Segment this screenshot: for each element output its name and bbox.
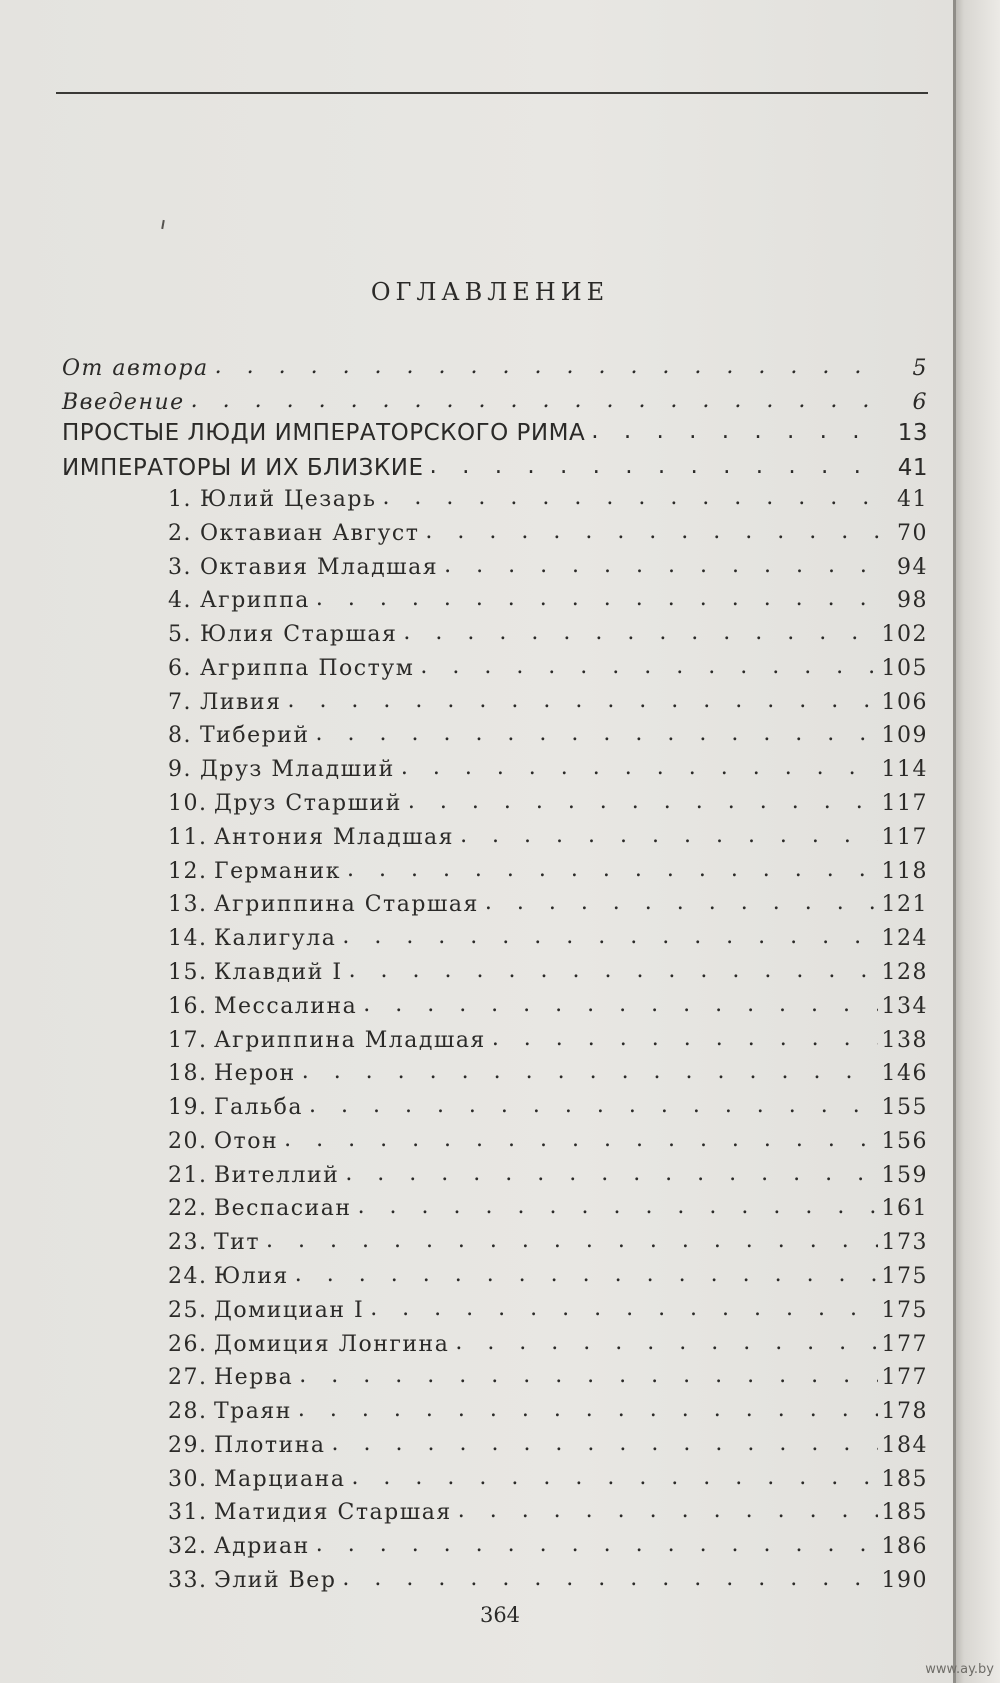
entry-page-number: 185	[881, 1500, 928, 1525]
entry-label: Домициан I	[214, 1298, 365, 1323]
dot-leader	[363, 992, 877, 1017]
dot-leader	[458, 1498, 878, 1523]
dot-leader	[455, 1330, 877, 1355]
entry-label: ИМПЕРАТОРЫ И ИХ БЛИЗКИЕ	[62, 455, 424, 481]
entry-page-number: 161	[881, 1196, 928, 1221]
section-entry	[62, 455, 928, 481]
chapter-number: 22.	[168, 1196, 208, 1221]
chapter-number: 4.	[168, 588, 192, 613]
section-entry	[62, 420, 928, 446]
entry-page-number: 94	[897, 555, 928, 580]
chapter-number: 32.	[168, 1534, 208, 1559]
chapter-number: 21.	[168, 1163, 208, 1188]
entry-page-number: 6	[912, 390, 928, 415]
entry-page-number: 146	[881, 1061, 928, 1086]
entry-label: Элий Вер	[214, 1568, 337, 1593]
entry-page-number: 134	[881, 994, 928, 1019]
chapter-entry	[168, 994, 928, 1019]
chapter-entry	[168, 1230, 928, 1255]
entry-label: Домиция Лонгина	[214, 1332, 450, 1357]
entry-label: Антония Младшая	[214, 825, 455, 850]
entry-page-number: 102	[881, 622, 928, 647]
dot-leader	[215, 354, 880, 379]
entry-page-number: 173	[881, 1230, 928, 1255]
chapter-entry	[168, 1467, 928, 1492]
dot-leader	[342, 1566, 877, 1591]
dot-leader	[299, 1363, 877, 1388]
chapter-number: 17.	[168, 1028, 208, 1053]
chapter-entry	[168, 892, 928, 917]
dot-leader	[302, 1059, 878, 1084]
chapter-number: 12.	[168, 859, 208, 884]
chapter-number: 8.	[168, 723, 192, 748]
chapter-number: 23.	[168, 1230, 208, 1255]
entry-label: Матидия Старшая	[214, 1500, 452, 1525]
page-number: 364	[479, 1603, 521, 1627]
chapter-number: 31.	[168, 1500, 208, 1525]
chapter-number: 3.	[168, 555, 192, 580]
chapter-number: 25.	[168, 1298, 208, 1323]
chapter-entry	[168, 1264, 928, 1289]
entry-page-number: 41	[897, 487, 928, 512]
dot-leader	[492, 1026, 878, 1051]
entry-page-number: 124	[881, 926, 928, 951]
entry-label: Траян	[214, 1399, 292, 1424]
chapter-number: 19.	[168, 1095, 208, 1120]
entry-label: Веспасиан	[214, 1196, 352, 1221]
dot-leader	[309, 1093, 878, 1118]
chapter-number: 20.	[168, 1129, 208, 1154]
entry-page-number: 109	[881, 723, 928, 748]
chapter-entry	[168, 1028, 928, 1053]
entry-label: Агриппина Младшая	[214, 1028, 486, 1053]
entry-page-number: 98	[897, 588, 928, 613]
chapter-entry	[168, 825, 928, 850]
chapter-entry	[168, 656, 928, 681]
entry-page-number: 117	[881, 791, 928, 816]
dot-leader	[284, 1127, 877, 1152]
entry-page-number: 117	[881, 825, 928, 850]
chapter-number: 15.	[168, 960, 208, 985]
entry-label: Плотина	[214, 1433, 326, 1458]
entry-label: Адриан	[214, 1534, 310, 1559]
dot-leader	[345, 1161, 877, 1186]
entry-page-number: 177	[881, 1365, 928, 1390]
dot-leader	[347, 857, 878, 882]
entry-page-number: 186	[881, 1534, 928, 1559]
entry-label: Юлий Цезарь	[200, 487, 377, 512]
entry-page-number: 5	[912, 356, 928, 381]
entry-label: Мессалина	[214, 994, 358, 1019]
dot-leader	[370, 1296, 877, 1321]
dot-leader	[316, 721, 878, 746]
entry-label: Германик	[214, 859, 341, 884]
dot-leader	[403, 620, 877, 645]
chapter-entry	[168, 859, 928, 884]
dot-leader	[485, 890, 878, 915]
dot-leader	[316, 1532, 878, 1557]
chapter-number: 1.	[168, 487, 192, 512]
entry-label: Клавдий I	[214, 960, 343, 985]
chapter-number: 2.	[168, 521, 192, 546]
entry-page-number: 128	[881, 960, 928, 985]
chapter-number: 24.	[168, 1264, 208, 1289]
chapter-entry	[168, 1129, 928, 1154]
entry-page-number: 184	[881, 1433, 928, 1458]
entry-label: От автора	[62, 356, 209, 381]
chapter-entry	[168, 1399, 928, 1424]
dot-leader	[408, 789, 878, 814]
page-edge	[955, 0, 1000, 1683]
chapter-number: 11.	[168, 825, 208, 850]
dot-leader	[287, 688, 877, 713]
dot-leader	[444, 553, 880, 578]
chapter-number: 10.	[168, 791, 208, 816]
entry-page-number: 106	[881, 690, 928, 715]
chapter-entry	[168, 960, 928, 985]
dot-leader	[460, 823, 877, 848]
chapter-number: 28.	[168, 1399, 208, 1424]
chapter-entry	[168, 1298, 928, 1323]
chapter-entry	[168, 723, 928, 748]
chapter-number: 30.	[168, 1467, 208, 1492]
toc-title: ОГЛАВЛЕНИЕ	[370, 278, 610, 306]
entry-label: Октавия Младшая	[200, 555, 439, 580]
entry-page-number: 177	[881, 1332, 928, 1357]
chapter-number: 27.	[168, 1365, 208, 1390]
entry-label: Юлия Старшая	[200, 622, 398, 647]
chapter-entry	[168, 690, 928, 715]
front-matter-entry	[62, 356, 928, 381]
chapter-number: 29.	[168, 1433, 208, 1458]
entry-page-number: 178	[881, 1399, 928, 1424]
watermark: www.ay.by	[925, 1662, 994, 1677]
entry-page-number: 41	[897, 455, 928, 481]
entry-page-number: 118	[881, 859, 928, 884]
entry-page-number: 121	[881, 892, 928, 917]
entry-label: Нерон	[214, 1061, 296, 1086]
chapter-entry	[168, 622, 928, 647]
chapter-entry	[168, 1196, 928, 1221]
entry-label: Марциана	[214, 1467, 346, 1492]
chapter-number: 6.	[168, 656, 192, 681]
entry-label: Агриппина Старшая	[214, 892, 479, 917]
chapter-entry	[168, 926, 928, 951]
entry-label: Октавиан Август	[200, 521, 420, 546]
chapter-entry	[168, 588, 928, 613]
chapter-number: 14.	[168, 926, 208, 951]
dot-leader	[349, 958, 878, 983]
chapter-number: 16.	[168, 994, 208, 1019]
chapter-entry	[168, 1433, 928, 1458]
entry-page-number: 13	[897, 420, 928, 446]
dot-leader	[591, 418, 880, 444]
chapter-entry	[168, 1332, 928, 1357]
dot-leader	[358, 1194, 878, 1219]
chapter-entry	[168, 1095, 928, 1120]
chapter-entry	[168, 1534, 928, 1559]
chapter-number: 7.	[168, 690, 192, 715]
chapter-number: 13.	[168, 892, 208, 917]
entry-label: Друз Старший	[214, 791, 402, 816]
dot-leader	[382, 485, 880, 510]
entry-label: Гальба	[214, 1095, 303, 1120]
dot-leader	[401, 755, 878, 780]
chapter-entry	[168, 1500, 928, 1525]
entry-page-number: 156	[881, 1129, 928, 1154]
chapter-entry	[168, 1568, 928, 1593]
chapter-number: 18.	[168, 1061, 208, 1086]
chapter-entry	[168, 757, 928, 782]
chapter-entry	[168, 1163, 928, 1188]
entry-label: Тит	[214, 1230, 261, 1255]
entry-page-number: 185	[881, 1467, 928, 1492]
dot-leader	[351, 1465, 877, 1490]
entry-label: Друз Младший	[200, 757, 395, 782]
chapter-number: 33.	[168, 1568, 208, 1593]
entry-label: Тиберий	[200, 723, 310, 748]
chapter-entry	[168, 1365, 928, 1390]
front-matter-entry	[62, 390, 928, 415]
entry-label: Агриппа	[200, 588, 310, 613]
dot-leader	[332, 1431, 878, 1456]
entry-label: ПРОСТЫЕ ЛЮДИ ИМПЕРАТОРСКОГО РИМА	[62, 420, 586, 446]
entry-label: Юлия	[214, 1264, 289, 1289]
entry-label: Ливия	[200, 690, 282, 715]
chapter-entry	[168, 487, 928, 512]
entry-page-number: 175	[881, 1264, 928, 1289]
entry-label: Вителлий	[214, 1163, 340, 1188]
chapter-number: 26.	[168, 1332, 208, 1357]
dot-leader	[191, 388, 880, 413]
entry-label: Агриппа Постум	[200, 656, 415, 681]
dot-leader	[316, 586, 880, 611]
dot-leader	[420, 654, 877, 679]
chapter-entry	[168, 555, 928, 580]
chapter-entry	[168, 1061, 928, 1086]
entry-page-number: 70	[897, 521, 928, 546]
entry-page-number: 159	[881, 1163, 928, 1188]
entry-label: Калигула	[214, 926, 337, 951]
entry-page-number: 175	[881, 1298, 928, 1323]
entry-label: Отон	[214, 1129, 279, 1154]
dot-leader	[342, 924, 877, 949]
dot-leader	[430, 453, 881, 479]
dot-leader	[295, 1262, 878, 1287]
chapter-entry	[168, 791, 928, 816]
entry-label: Нерва	[214, 1365, 294, 1390]
entry-page-number: 114	[881, 757, 928, 782]
chapter-number: 5.	[168, 622, 192, 647]
entry-page-number: 155	[881, 1095, 928, 1120]
dot-leader	[266, 1228, 877, 1253]
entry-page-number: 105	[881, 656, 928, 681]
chapter-number: 9.	[168, 757, 192, 782]
entry-label: Введение	[62, 390, 185, 415]
dot-leader	[298, 1397, 878, 1422]
dot-leader	[425, 519, 880, 544]
chapter-entry	[168, 521, 928, 546]
entry-page-number: 138	[881, 1028, 928, 1053]
entry-page-number: 190	[881, 1568, 928, 1593]
